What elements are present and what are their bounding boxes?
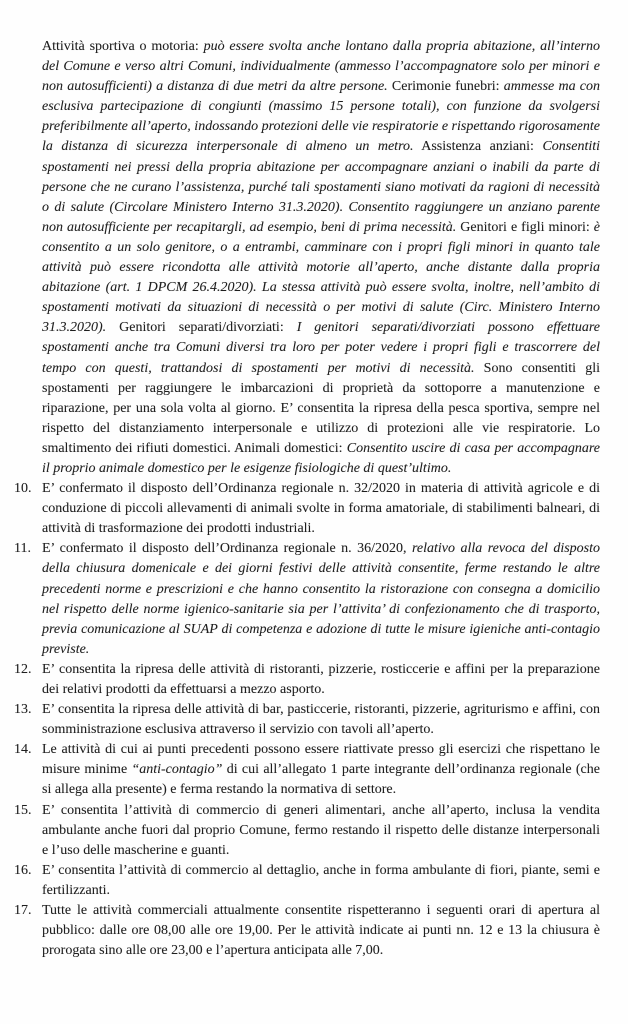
text-segment: Tutte le attività commerciali attualmente consentite rispetteranno i seguenti orari di apertura al pubblico: dalle ore 08,00 alle ore 19,00. Per le attività indicate ai punti nn. 12 e 13 la chiusura è prorogata sino alle ore 23,00 e l’apertura anticipata alle 7,00. [42,903,600,959]
intro-paragraph [42,37,600,479]
text-segment: E’ consentita la ripresa delle attività di bar, pasticcerie, ristoranti, pizzerie, agriturismo e affini, con somministrazione esclusiva attraverso il servizio con tavoli all’aperto. [42,702,600,738]
item-text [42,662,600,697]
text-segment: Attività sportiva o motoria: [42,39,204,54]
ordinance-list [14,479,600,961]
italic-text-segment: I genitori separati/divorziati possono effettuare spostamenti anche tra Comuni diversi tra loro per poter vedere i propri figli e trascorrere del tempo con questi, trattandosi di spostamenti per motivi di necessità. [42,320,601,376]
text-segment: E’ confermato il disposto dell’Ordinanza regionale n. 32/2020 in materia di attività agricole e di conduzione di piccoli allevamenti di animali svolte in forma amatoriale, di stabilimenti balneari, di attività di trasformazione dei prodotti industriali. [42,481,600,537]
text-segment: E’ consentita la ripresa delle attività di ristoranti, pizzerie, rosticcerie e affini per la preparazione dei relativi prodotti da effettuarsi a mezzo asporto. [42,661,600,697]
italic-text-segment: può essere svolta anche lontano dalla propria abitazione, all’interno del Comune e verso altri Comuni, individualmente (ammesso l’accompagnatore solo per minori e non autosufficienti) a distanza di due metri da altre persone. [42,39,601,95]
item-text [42,481,600,536]
item-number: 16. [14,862,32,878]
item-number: 12. [14,661,32,677]
item-text [42,742,600,797]
text-segment: Cerimonie funebri: [387,79,504,95]
text-segment: Le attività di cui ai punti precedenti possono essere riattivate presso gli esercizi che rispettano le misure minime [42,742,600,778]
ordinance-item-13 [14,700,600,740]
italic-text-segment: è consentito a un solo genitore, o a entrambi, camminare con i propri figli minori in quanto tale attività può essere ricondotta alle attività motorie all’aperto, anche distante dalla propria abitazione (art. 1 DPCM 26.4.2020). La stessa attività può essere svolta, inoltre, nell’ambito di spostamenti motivati da situazioni di necessità o per motivi di salute (Circ. Ministero Interno 31.3.2020). [42,219,600,336]
italic-text-segment: Consentiti spostamenti nei pressi della propria abitazione per accompagnare anziani o inabili da parte di persone che ne curano l’assistenza, purché tali spostamenti siano motivati da ragioni di necessità o di salute (Circolare Ministero Interno 31.3.2020). Consentito raggiungere un anziano parente non autosufficiente per recapitargli, ad esempio, beni di prima necessità. [42,139,600,235]
item-text [42,803,600,858]
item-number: 17. [14,903,32,919]
item-number: 13. [14,702,32,718]
item-number: 15. [14,802,32,818]
item-text [42,702,600,737]
item-number: 14. [14,742,32,758]
italic-text-segment: “anti-contagio” [131,762,223,778]
text-segment: di cui all’allegato 1 parte integrante dell’ordinanza regionale (che si allega alla presente) e ferma restando la normativa di settore. [42,762,600,798]
ordinance-item-11 [14,539,600,660]
text-segment: Assistenza anziani: [413,139,543,155]
ordinance-item-15 [14,801,600,861]
italic-text-segment: Consentito uscire di casa per accompagnare il proprio animale domestico per le esigenze fisiologiche di quest’ultimo. [42,440,600,476]
item-text [42,863,600,898]
text-segment: Genitori separati/divorziati: [106,320,297,336]
text-segment: E’ consentita l’attività di commercio di generi alimentari, anche all’aperto, inclusa la vendita ambulante anche fuori dal proprio Comune, fermo restando il rispetto delle distanze interpersonali e l’uso delle mascherine e guanti. [42,802,600,858]
text-segment: E’ consentita l’attività di commercio al dettaglio, anche in forma ambulante di fiori, piante, semi e fertilizzanti. [42,862,600,898]
item-number: 11. [14,541,31,557]
text-segment: E’ confermato il disposto dell’Ordinanza regionale n. 36/2020, [42,541,412,557]
italic-text-segment: relativo alla revoca del disposto della chiusura domenicale e dei giorni festivi delle attività consentite, ferme restando le altre precedenti norme e prescrizioni e che hanno consentito la ristorazione con consegna a domicilio nel rispetto delle norme igienico-sanitarie sia per l’attivita’ di confezionamento che di trasporto, previa comunicazione al SUAP di competenza e adozione di tutte le misure igieniche anti-contagio previste. [42,541,600,657]
item-text [42,541,600,656]
item-number: 10. [14,481,32,497]
text-segment: Sono consentiti gli spostamenti per raggiungere le imbarcazioni di proprietà da sottoporre a manutenzione e riparazione, per una sola volta al giorno. E’ consentita la ripresa della pesca sportiva, sempre nel rispetto del distanziamento interpersonale e utilizzo di protezioni alle vie respiratorie. Lo smaltimento dei rifiuti domestici. Animali domestici: [42,360,601,456]
ordinance-item-14 [14,740,600,800]
ordinance-item-16 [14,861,600,901]
ordinance-item-10 [14,479,600,539]
item-text [42,903,600,958]
text-segment: Genitori e figli minori: [456,219,594,235]
ordinance-item-17 [14,901,600,961]
ordinance-item-12 [14,660,600,700]
italic-text-segment: ammesse ma con esclusiva partecipazione di congiunti (massimo 15 persone totali), con funzione da svolgersi preferibilmente all’aperto, indossando protezioni delle vie respiratorie e rispettando rigorosamente la distanza di sicurezza interpersonale di almeno un metro. [42,79,600,155]
